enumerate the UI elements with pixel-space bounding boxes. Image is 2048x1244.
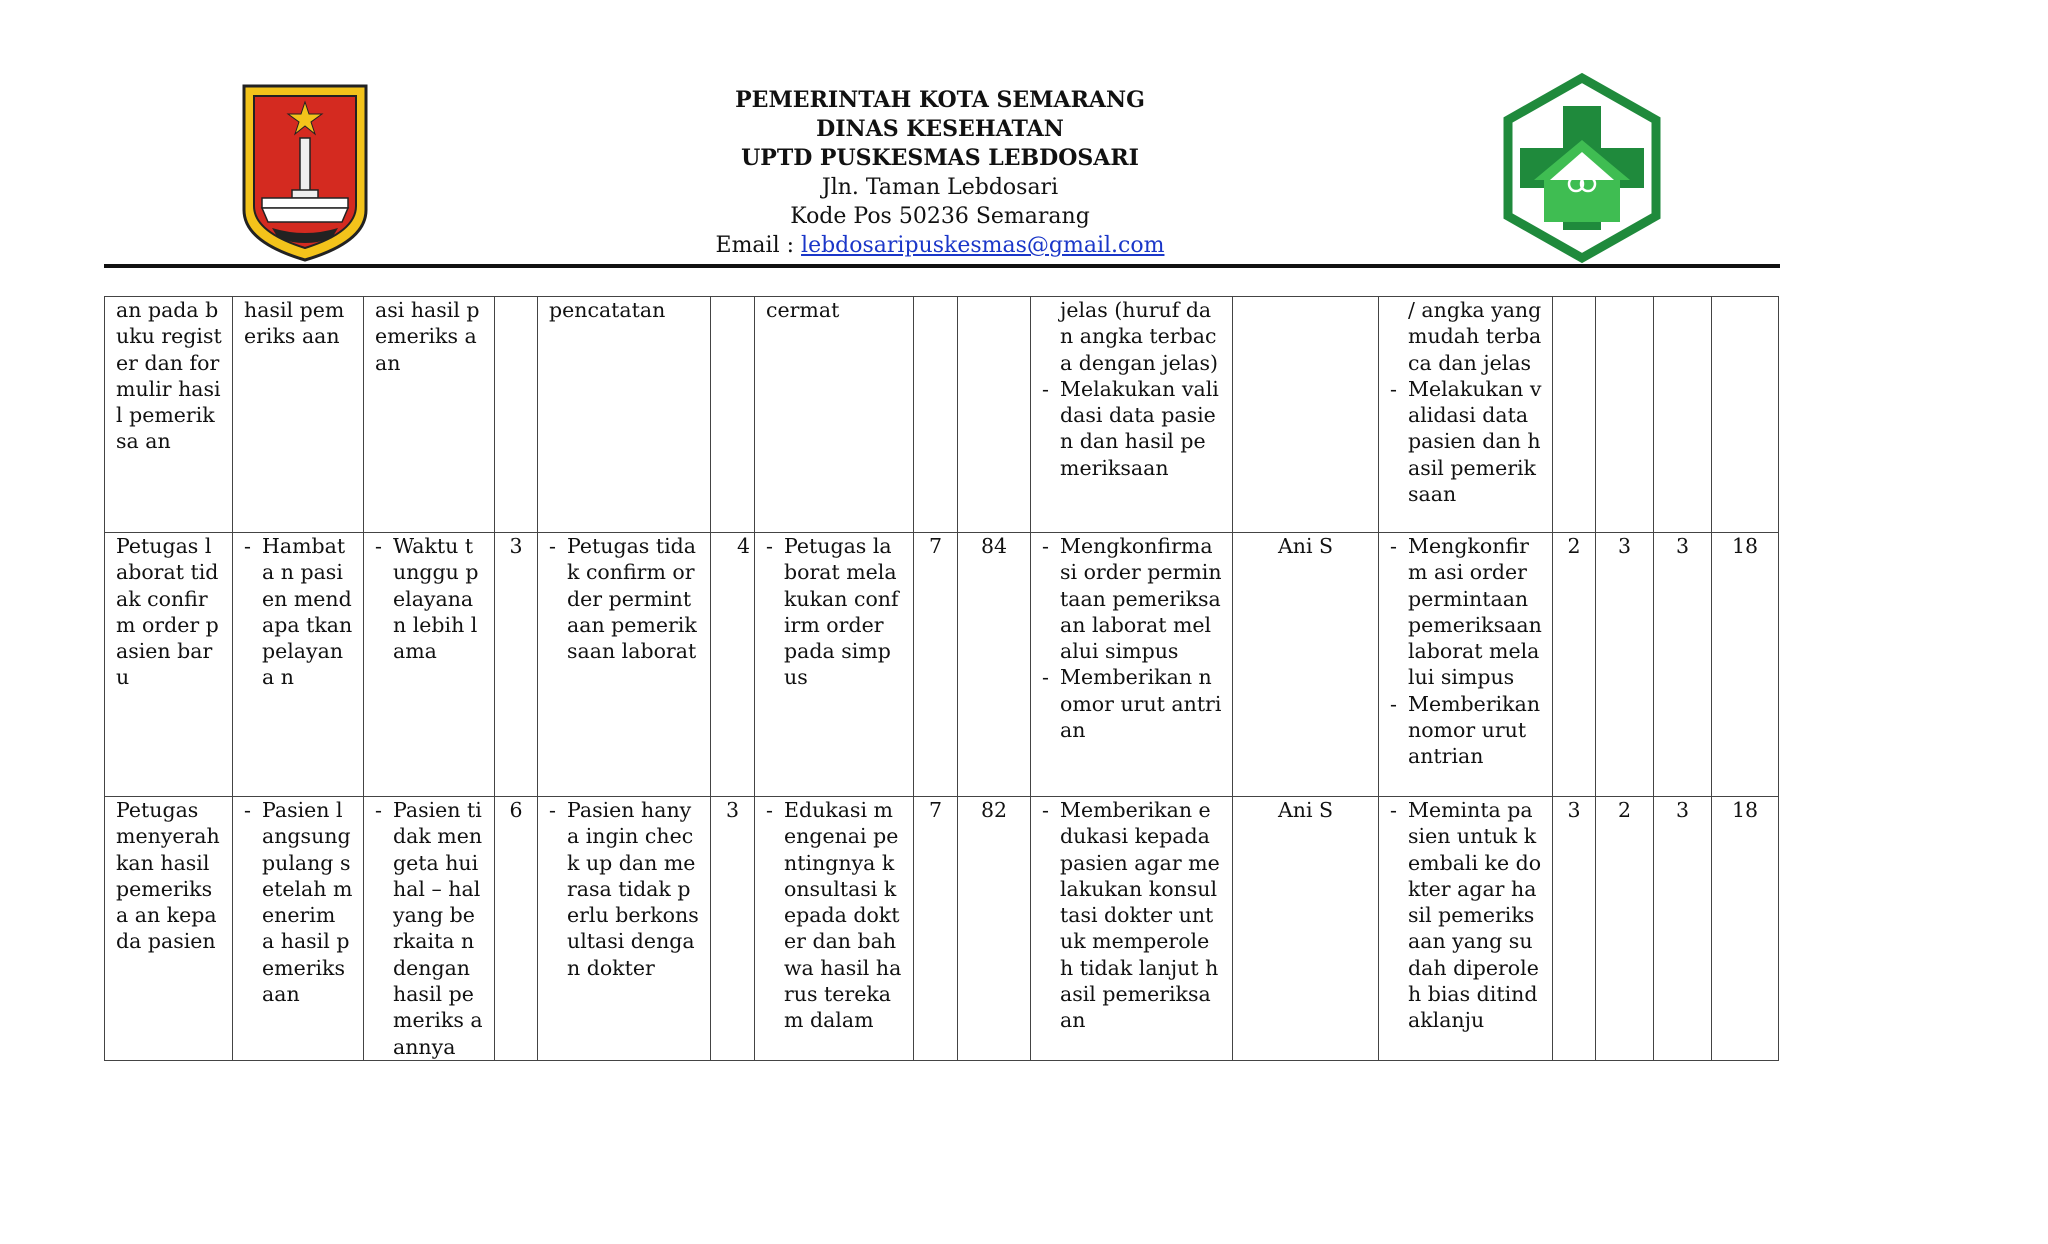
action-cell <box>1031 297 1233 533</box>
outcome-item: - Melakukan validasi data pasien dan hasil pemeriksaan <box>1390 376 1542 507</box>
outcome-cell <box>1379 533 1553 797</box>
cause-item: - Petugas tidak confirm order permintaan pemeriksaan laborat <box>549 533 700 664</box>
activity-cell: an pada buku register dan formulir hasil pemeriksa an <box>105 297 233 533</box>
effect-item: - Pasien tidak mengeta hui hal – hal yang berkaita n dengan hasil pemeriks aannya <box>375 797 484 1060</box>
outcome-cell <box>1379 297 1553 533</box>
detection-cell: 7 <box>914 533 958 797</box>
rpn-cell <box>958 297 1031 533</box>
address-street: Jln. Taman Lebdosari <box>821 175 1059 200</box>
severity-after-cell: 2 <box>1553 533 1596 797</box>
institution-header <box>640 86 1240 260</box>
risk-analysis-table <box>104 296 1779 1061</box>
failure-mode-cell <box>233 533 364 797</box>
email-label: Email : <box>715 233 802 258</box>
pic-cell <box>1233 297 1379 533</box>
failure-mode-cell: hasil pemeriks aan <box>233 297 364 533</box>
severity-after-cell: 3 <box>1553 797 1596 1061</box>
action-cell <box>1031 797 1233 1061</box>
address-postal: Kode Pos 50236 Semarang <box>790 204 1090 229</box>
department-name: DINAS KESEHATAN <box>816 116 1064 142</box>
government-name: PEMERINTAH KOTA SEMARANG <box>735 87 1145 113</box>
outcome-text-continued: / angka yang mudah terbaca dan jelas <box>1408 298 1542 375</box>
occurrence-after-cell: 3 <box>1596 533 1654 797</box>
letterhead <box>0 0 2048 270</box>
detection-after-cell: 3 <box>1654 797 1712 1061</box>
outcome-cell <box>1379 797 1553 1061</box>
detection-after-cell <box>1654 297 1712 533</box>
activity-cell: Petugas menyerah kan hasil pemeriksa an kepada pasien <box>105 797 233 1061</box>
occurrence-cell <box>711 297 755 533</box>
cause-cell: pencatatan <box>538 297 711 533</box>
outcome-item: - Memberikan nomor urut antrian <box>1390 691 1542 770</box>
cause-cell <box>538 533 711 797</box>
effect-item: - Waktu tunggu pelayana n lebih lama <box>375 533 484 664</box>
severity-cell <box>495 297 538 533</box>
effect-cell <box>364 533 495 797</box>
pic-cell: Ani S <box>1233 533 1379 797</box>
puskesmas-logo-icon <box>1500 72 1664 264</box>
table-row <box>105 797 1779 1061</box>
action-item: - Mengkonfirmasi order permintaan pemeriksaan laborat melalui simpus <box>1042 533 1222 664</box>
cause-cell <box>538 797 711 1061</box>
detection-cell <box>914 297 958 533</box>
header-divider <box>104 264 1780 268</box>
rpn-after-cell <box>1712 297 1779 533</box>
detection-after-cell: 3 <box>1654 533 1712 797</box>
puskesmas-name: UPTD PUSKESMAS LEBDOSARI <box>741 145 1139 171</box>
control-item: - Petugas laborat melakukan confirm order pada simpus <box>766 533 903 691</box>
activity-cell: Petugas laborat tidak confirm order pasien baru <box>105 533 233 797</box>
action-text-continued: jelas (huruf dan angka terbaca dengan jelas) <box>1060 298 1219 375</box>
rpn-after-cell: 18 <box>1712 797 1779 1061</box>
detection-cell: 7 <box>914 797 958 1061</box>
failure-mode-item: - Hambata n pasien mendapa tkan pelayana n <box>244 533 353 691</box>
rpn-cell: 82 <box>958 797 1031 1061</box>
action-item: - Memberikan nomor urut antrian <box>1042 664 1222 743</box>
occurrence-after-cell: 2 <box>1596 797 1654 1061</box>
cause-item: - Pasien hanya ingin check up dan merasa tidak perlu berkonsultasi dengan dokter <box>549 797 700 981</box>
pic-cell: Ani S <box>1233 797 1379 1061</box>
control-item: - Edukasi mengenai pentingnya konsultasi kepada dokter dan bahwa hasil harus terekam dalam <box>766 797 903 1034</box>
severity-cell: 6 <box>495 797 538 1061</box>
semarang-city-emblem-icon <box>240 82 370 264</box>
action-cell <box>1031 533 1233 797</box>
action-item: - Memberikan edukasi kepada pasien agar melakukan konsultasi dokter untuk memperoleh tidak lanjut hasil pemeriksaan <box>1042 797 1222 1034</box>
severity-after-cell <box>1553 297 1596 533</box>
control-cell <box>755 533 914 797</box>
table-row <box>105 297 1779 533</box>
email-line <box>640 231 1240 260</box>
failure-mode-cell <box>233 797 364 1061</box>
failure-mode-item: - Pasien langsung pulang setelah menerim a hasil pemeriks aan <box>244 797 353 1007</box>
rpn-cell: 84 <box>958 533 1031 797</box>
table-row <box>105 533 1779 797</box>
effect-cell <box>364 797 495 1061</box>
severity-cell: 3 <box>495 533 538 797</box>
effect-cell: asi hasil pemeriks aan <box>364 297 495 533</box>
rpn-after-cell: 18 <box>1712 533 1779 797</box>
outcome-item: - Meminta pasien untuk kembali ke dokter agar hasil pemeriksaan yang sudah diperoleh bias ditindaklanju <box>1390 797 1542 1034</box>
action-item: - Melakukan validasi data pasien dan hasil pemeriksaan <box>1042 376 1222 481</box>
occurrence-after-cell <box>1596 297 1654 533</box>
control-cell <box>755 797 914 1061</box>
email-link[interactable]: lebdosaripuskesmas@gmail.com <box>801 233 1165 258</box>
control-cell: cermat <box>755 297 914 533</box>
outcome-item: - Mengkonfirm asi order permintaan pemeriksaan laborat melalui simpus <box>1390 533 1542 691</box>
occurrence-cell: 3 <box>711 797 755 1061</box>
occurrence-cell: 4 <box>711 533 755 797</box>
